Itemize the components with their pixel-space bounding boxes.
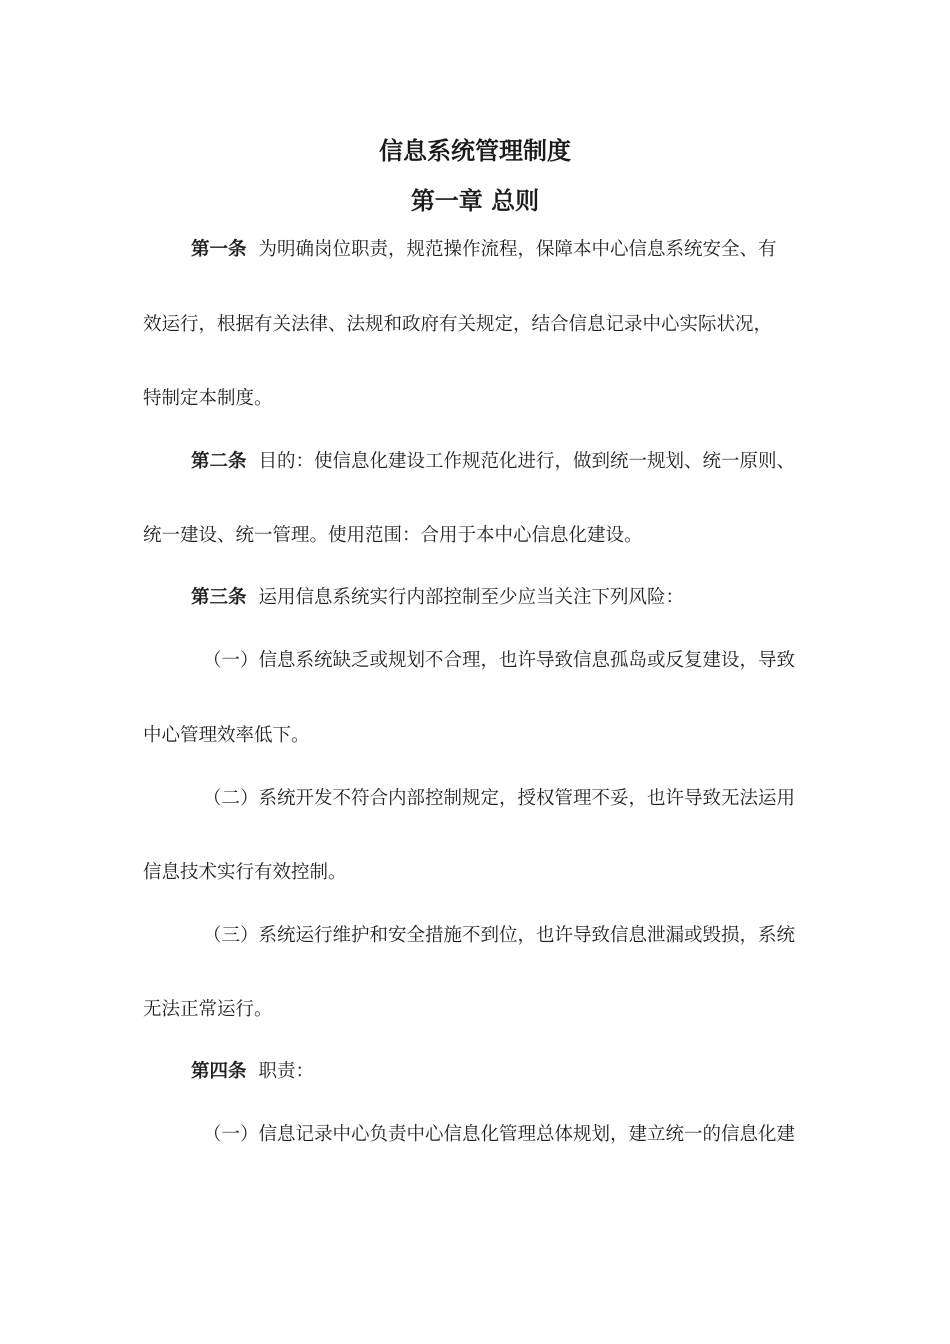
article-3-item-3-line-2: 无法正常运行。 — [143, 999, 273, 1020]
article-2-label: 第二条 — [191, 451, 247, 472]
article-4-item-1-line-1: （一）信息记录中心负责中心信息化管理总体规划，建立统一的信息化建 — [203, 1124, 796, 1145]
article-3-line-1 — [191, 585, 684, 611]
article-3-item-2-line-1: （二）系统开发不符合内部控制规定，授权管理不妥，也许导致无法运用 — [203, 788, 796, 809]
article-3-item-1-line-2: 中心管理效率低下。 — [143, 725, 310, 746]
article-4-text-1: 职责： — [258, 1061, 315, 1082]
document-title: 信息系统管理制度 — [379, 137, 571, 165]
article-3-label: 第三条 — [191, 587, 247, 608]
article-3-item-1-line-1: （一）信息系统缺乏或规划不合理，也许导致信息孤岛或反复建设，导致 — [203, 650, 796, 671]
article-4-label: 第四条 — [191, 1061, 247, 1082]
article-2-text-1: 目的：使信息化建设工作规范化进行，做到统一规划、统一原则、 — [258, 451, 796, 472]
article-1-label: 第一条 — [191, 239, 247, 260]
article-1-line-1 — [191, 237, 777, 263]
article-3-text-1: 运用信息系统实行内部控制至少应当关注下列风险： — [258, 587, 685, 608]
article-3-item-3-line-1: （三）系统运行维护和安全措施不到位，也许导致信息泄漏或毁损，系统 — [203, 925, 796, 946]
article-1-line-3: 特制定本制度。 — [143, 388, 273, 409]
article-4-line-1 — [191, 1059, 314, 1085]
chapter-heading: 第一章 总则 — [410, 187, 540, 215]
article-1-line-2: 效运行，根据有关法律、法规和政府有关规定，结合信息记录中心实际状况， — [143, 314, 773, 335]
article-3-item-2-line-2: 信息技术实行有效控制。 — [143, 862, 347, 883]
article-2-line-1 — [191, 449, 795, 475]
article-2-line-2: 统一建设、统一管理。使用范围：合用于本中心信息化建设。 — [143, 525, 643, 546]
article-1-text-1: 为明确岗位职责，规范操作流程，保障本中心信息系统安全、有 — [258, 239, 777, 260]
